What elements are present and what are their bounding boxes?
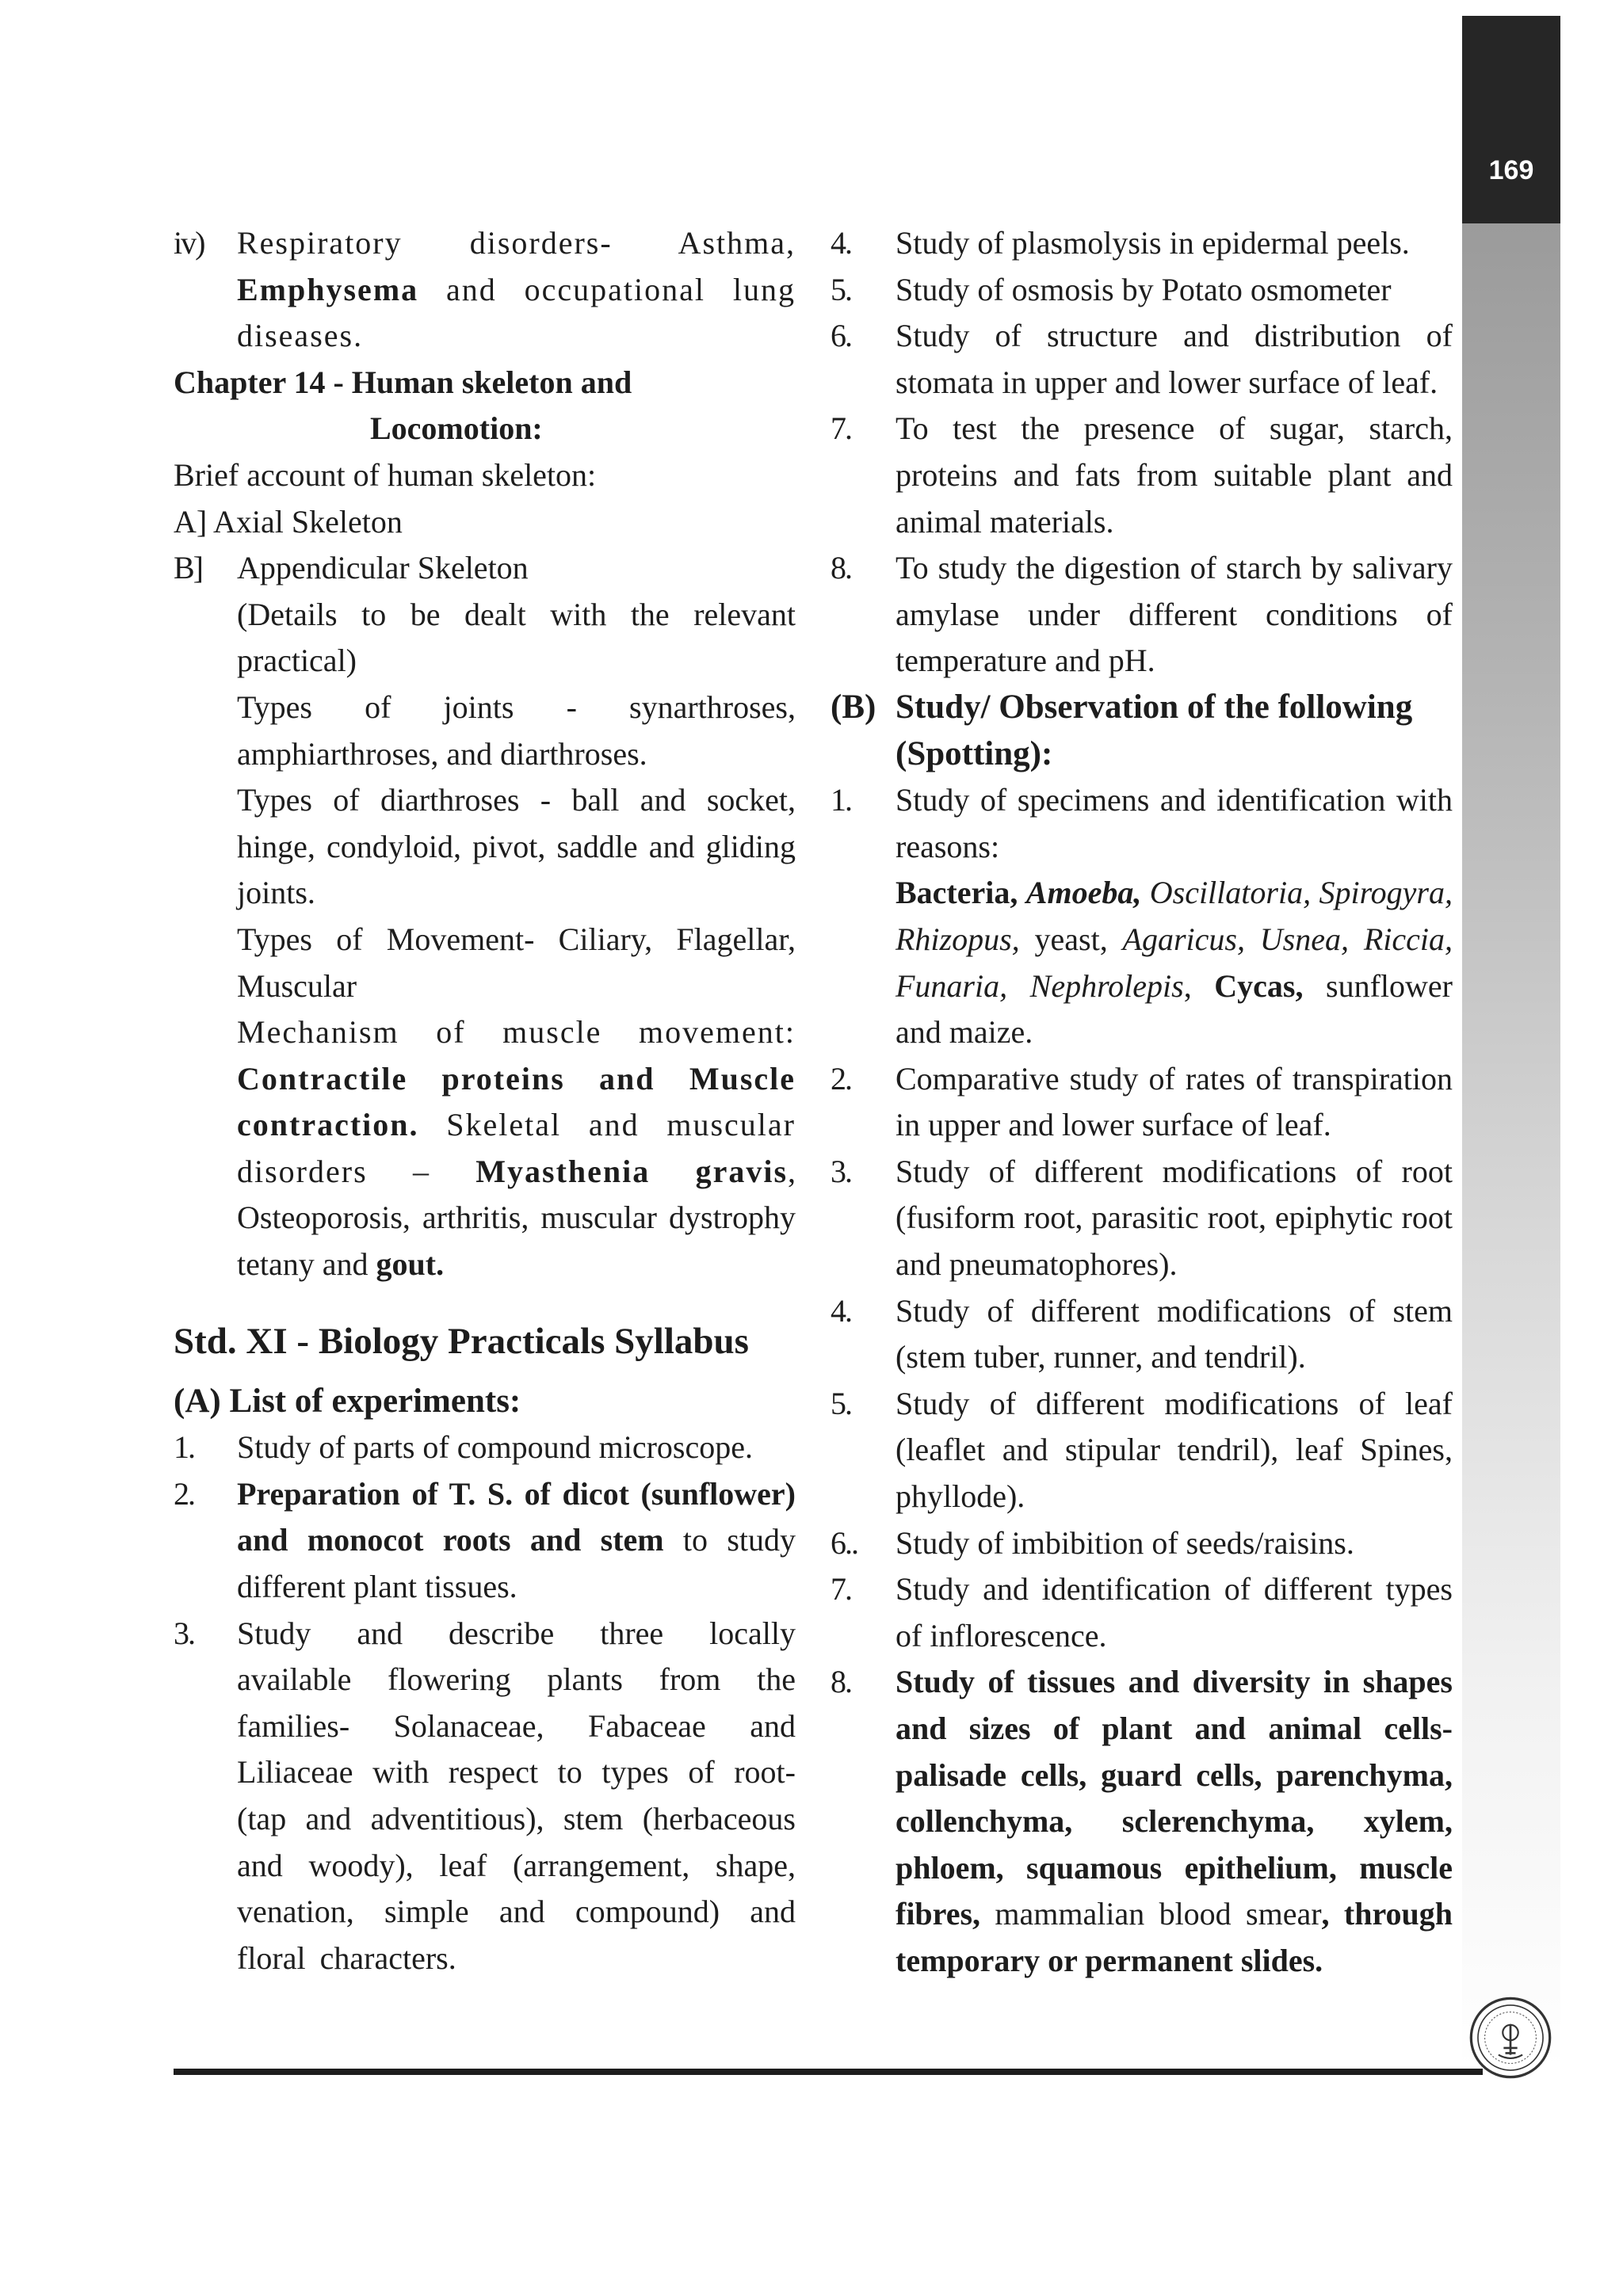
- page-number: 169: [1488, 155, 1534, 185]
- item-number: 6..: [831, 1524, 857, 1561]
- specimen-list: Bacteria, Amoeba, Oscillatoria, Spirogyra, Rhizopus, yeast, Agaricus, Usnea, Riccia, Funaria, Nephrolepis, Cycas, sunflower and maize.: [896, 875, 1453, 1051]
- item-text: Study of different modifications of leaf (leaflet and stipular tendril), leaf Spines, phyllode).: [896, 1385, 1453, 1515]
- item-number: iv): [174, 225, 204, 261]
- item-number: 6.: [831, 318, 851, 354]
- left-column: [174, 220, 796, 1981]
- item-text: Appendicular Skeleton: [237, 550, 529, 586]
- item-text: To test the presence of sugar, starch, proteins and fats from suitable plant and animal materials.: [896, 410, 1453, 540]
- item-text: Study of structure and distribution of stomata in upper and lower surface of leaf.: [896, 318, 1453, 400]
- item-text: Respiratory disorders- Asthma, Emphysema and occupational lung diseases.: [237, 225, 796, 354]
- item-number: 1.: [174, 1429, 194, 1466]
- item-number: 8.: [831, 550, 851, 586]
- experiment-item: [831, 545, 1453, 685]
- item-text: Study of osmosis by Potato osmometer: [896, 271, 1392, 307]
- brief-account: Brief account of human skeleton:: [174, 456, 597, 493]
- mechanism-of-muscle-movement: Mechanism of muscle movement: Contractile proteins and Muscle contraction. Skeletal and muscular disorders – Myasthenia gravis, Osteoporosis, arthritis, muscular dystrophy tetany and gout.: [237, 1014, 796, 1283]
- bottom-rule: [174, 2069, 1483, 2075]
- item-text: To study the digestion of starch by salivary amylase under different conditions of temperature and pH.: [896, 550, 1453, 679]
- section-b-heading: [831, 685, 1453, 777]
- experiment-item: [831, 267, 1453, 314]
- spotting-item: [831, 1659, 1453, 1984]
- item-number: 8.: [831, 1664, 851, 1700]
- details-note: (Details to be dealt with the relevant practical): [237, 596, 796, 679]
- item-number: 4.: [831, 1292, 851, 1329]
- item-text: Study and describe three locally available flowering plants from the families- Solanaceae, Fabaceae and Liliaceae with respect to types of root-(tap and adventitious), stem (herbaceous and woody), leaf (arrangement, shape, venation, simple and compound) and floral characters.: [237, 1615, 796, 1976]
- experiment-item: [831, 220, 1453, 267]
- item-text: Study of parts of compound microscope.: [237, 1429, 753, 1466]
- appendicular-skeleton-item: [174, 545, 796, 592]
- item-text: Preparation of T. S. of dicot (sunflower) and monocot roots and stem to study different plant tissues.: [237, 1475, 796, 1605]
- spotting-item: [831, 1381, 1453, 1520]
- section-a-heading: (A) List of experiments:: [174, 1382, 521, 1420]
- item-number: (B): [831, 688, 876, 726]
- item-number: 7.: [831, 1571, 851, 1608]
- right-column: [831, 220, 1453, 1985]
- practicals-syllabus-heading: Std. XI - Biology Practicals Syllabus: [174, 1320, 749, 1362]
- item-number: 2.: [831, 1060, 851, 1097]
- item-number: 5.: [831, 1385, 851, 1421]
- types-of-joints: Types of joints - synarthroses, amphiarthroses, and diarthroses.: [237, 688, 796, 772]
- item-text: Study of specimens and identification with reasons: Bacteria, Amoeba, Oscillatoria, Spirogyra, Rhizopus, yeast, Agaricus, Usnea, Riccia, Funaria, Nephrolepis, Cycas, sunflower and maize.: [896, 777, 1453, 1056]
- experiment-item: [831, 313, 1453, 406]
- experiment-item: [174, 1425, 796, 1471]
- page-tab: [1462, 16, 1560, 223]
- item-text: Study of different modifications of root (fusiform root, parasitic root, epiphytic root and pneumatophores).: [896, 1153, 1453, 1283]
- spotting-item: [831, 1520, 1453, 1567]
- item-number: 3.: [174, 1615, 194, 1651]
- item-text: Study and identification of different types of inflorescence.: [896, 1571, 1453, 1653]
- axial-skeleton: A] Axial Skeleton: [174, 503, 403, 540]
- chapter-14-heading: Chapter 14 - Human skeleton and Locomotion:: [174, 364, 632, 447]
- item-text: Study of imbibition of seeds/raisins.: [896, 1524, 1354, 1561]
- spotting-item: [831, 1149, 1453, 1288]
- experiment-item: [174, 1471, 796, 1611]
- item-number: 2.: [174, 1475, 194, 1512]
- types-of-movement: Types of Movement- Ciliary, Flagellar, Muscular: [237, 921, 796, 1004]
- item-text: Study of plasmolysis in epidermal peels.: [896, 225, 1410, 261]
- item-text: Comparative study of rates of transpiration in upper and lower surface of leaf.: [896, 1060, 1453, 1143]
- item-number: 4.: [831, 225, 851, 261]
- item-number: 5.: [831, 271, 851, 307]
- experiment-item: [831, 406, 1453, 545]
- item-text: Study of different modifications of stem (stem tuber, runner, and tendril).: [896, 1292, 1453, 1375]
- spotting-item: [831, 1288, 1453, 1381]
- respiratory-disorders-item: [174, 220, 796, 360]
- spotting-item: [831, 777, 1453, 1056]
- item-text: Study of tissues and diversity in shapes and sizes of plant and animal cells- palisade cells, guard cells, parenchyma, collenchyma, sclerenchyma, xylem, phloem, squamous epithelium, muscle fibres, mammalian blood smear, through temporary or permanent slides.: [896, 1664, 1453, 1978]
- item-number: B]: [174, 550, 202, 586]
- item-text: Study/ Observation of the following (Spotting):: [896, 688, 1413, 772]
- item-number: 3.: [831, 1153, 851, 1189]
- types-of-diarthroses: Types of diarthroses - ball and socket, hinge, condyloid, pivot, saddle and gliding joints.: [237, 782, 796, 911]
- spotting-item: [831, 1566, 1453, 1659]
- item-number: 1.: [831, 782, 851, 818]
- board-emblem-icon: [1468, 1995, 1553, 2081]
- experiment-item: [174, 1611, 796, 1982]
- page-side-band: [1462, 223, 1560, 2069]
- item-number: 7.: [831, 410, 851, 447]
- spotting-item: [831, 1056, 1453, 1149]
